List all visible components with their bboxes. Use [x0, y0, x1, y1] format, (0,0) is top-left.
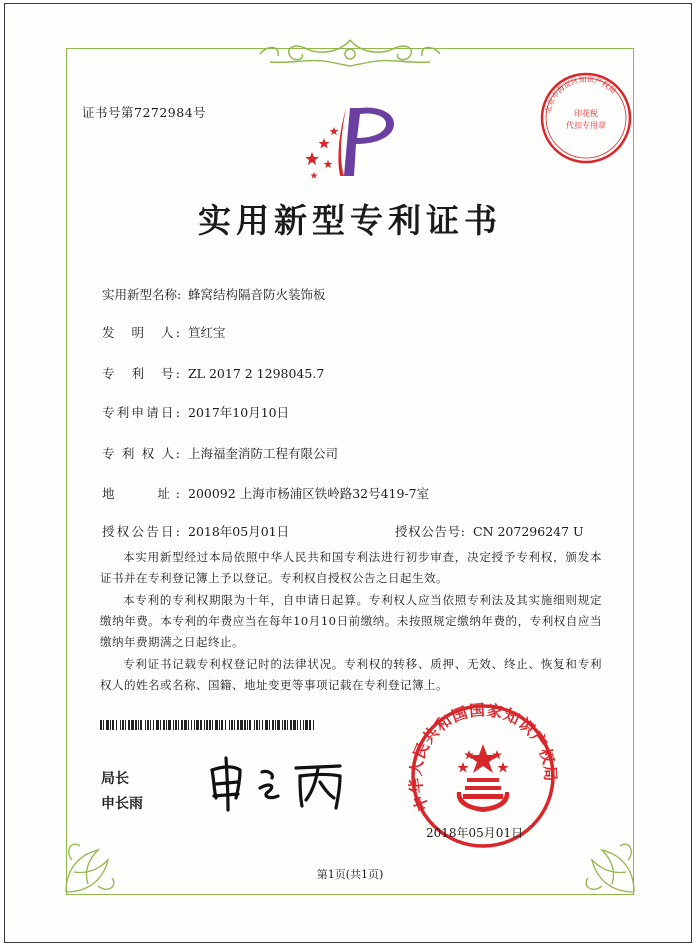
field-label: 专利申请日: [102, 405, 180, 420]
paragraph-2: 本专利的专利权期限为十年，自申请日起算。专利权人应当依照专利法及其实施细则规定缴纳年费。本专利的年费应当在每年10月10日前缴纳。未按照规定缴纳年费的，专利权自应当缴纳年费期满之日起终止。 [100, 593, 602, 649]
field-value: ZL 2017 2 1298045.7 [188, 366, 325, 381]
barcode-bar [103, 720, 104, 730]
field-label: 授权公告号: [395, 524, 465, 539]
barcode-bar [184, 720, 187, 730]
barcode-bar [254, 720, 255, 730]
field-label: 发 明 人: [102, 325, 180, 340]
top-ornament [250, 34, 450, 74]
barcode-bar [244, 720, 246, 730]
barcode-bar [204, 720, 205, 730]
barcode-bar [140, 720, 142, 730]
director-signature [200, 752, 360, 814]
barcode-bar [309, 720, 311, 730]
field-inventor [102, 323, 226, 341]
barcode-bar [188, 720, 189, 730]
barcode-bar [163, 720, 165, 730]
barcode-bar [138, 720, 139, 730]
barcode-bar [282, 720, 283, 730]
barcode-bar [196, 720, 199, 730]
bottom-right-ornament [562, 820, 642, 900]
field-application-date [102, 403, 289, 421]
field-value: CN 207296247 U [473, 524, 584, 539]
barcode-bar [110, 720, 111, 730]
field-value: 笪红宝 [188, 325, 226, 340]
barcode-bar [168, 720, 171, 730]
barcode-bar [290, 720, 292, 730]
tax-stamp [538, 70, 634, 166]
bottom-left-ornament [58, 820, 138, 900]
barcode-bar [209, 720, 211, 730]
field-patentee [102, 444, 338, 462]
barcode-bar [293, 720, 296, 730]
barcode-bar [229, 720, 230, 730]
barcode-bar [175, 720, 177, 730]
barcode-bar [277, 720, 280, 730]
field-label: 专 利 权 人: [102, 446, 180, 461]
field-value: 200092 上海市杨浦区铁岭路32号419-7室 [188, 486, 430, 501]
barcode-bar [275, 720, 276, 730]
barcode-bar [135, 720, 137, 730]
barcode-bar [160, 720, 161, 730]
barcode-bar [194, 720, 195, 730]
paragraph-3: 专利证书记载专利权登记时的法律状况。专利权的转移、质押、无效、终止、恢复和专利权人的姓名或名称、国籍、地址变更等事项记载在专利登记簿上。 [100, 657, 602, 692]
barcode-bar [313, 720, 314, 730]
barcode-bar [219, 720, 220, 730]
director-name: 申长雨 [101, 796, 143, 812]
barcode-bar [122, 720, 124, 730]
seal-date: 2018年05月01日 [426, 826, 524, 840]
barcode-bar [166, 720, 167, 730]
barcode-bar [221, 720, 223, 730]
field-value: 蜂窝结构隔音防火装饰板 [188, 287, 326, 302]
tax-stamp-ring-text: 北京市海淀区知识产权局 [543, 74, 618, 114]
tax-stamp-center-text-1: 印花税 [574, 109, 598, 118]
field-label: 实用新型名称: [102, 287, 182, 302]
field-grant-date [102, 522, 289, 540]
field-label: 专 利 号: [102, 366, 180, 381]
barcode-bar [147, 720, 149, 730]
barcode-bar [225, 720, 226, 730]
certificate-title: 实用新型专利证书 [198, 201, 502, 240]
field-patent-number [102, 364, 324, 382]
barcode-bar [300, 720, 301, 730]
barcode-bar [200, 720, 202, 730]
barcode-bar [259, 720, 260, 730]
barcode-bar [272, 720, 274, 730]
field-value: 2017年10月10日 [188, 405, 290, 420]
barcode-bar [269, 720, 270, 730]
barcode-bar [153, 720, 154, 730]
barcode-bar [156, 720, 159, 730]
barcode-bar [262, 720, 263, 730]
barcode-bar [112, 720, 114, 730]
barcode-bar [206, 720, 208, 730]
field-value: 2018年05月01日 [188, 524, 290, 539]
barcode-bar [178, 720, 179, 730]
certificate-number: 证书号第7272984号 [82, 105, 207, 120]
tax-stamp-center-text-2: 代扣专用章 [566, 121, 606, 130]
barcode-bar [284, 720, 286, 730]
field-utility-model-name [102, 285, 326, 303]
barcode-bar [128, 720, 130, 730]
barcode-bar [240, 720, 243, 730]
page-footer: 第1页(共1页) [316, 868, 384, 881]
barcode-bar [145, 720, 146, 730]
barcode-bar [297, 720, 298, 730]
barcode-bar [120, 720, 121, 730]
field-value: 上海福奎消防工程有限公司 [188, 446, 339, 461]
director-title: 局长 [101, 771, 129, 787]
patent-office-logo [300, 100, 405, 180]
field-address [102, 484, 429, 502]
field-label: 授权公告日: [102, 524, 180, 539]
barcode-bar [181, 720, 183, 730]
barcode-bar [231, 720, 233, 730]
barcode-bar [125, 720, 126, 730]
barcode-bar [256, 720, 258, 730]
barcode [100, 720, 315, 730]
field-label: 地 址: [102, 486, 180, 501]
barcode-bar [249, 720, 251, 730]
barcode-bar [116, 720, 117, 730]
barcode-bar [287, 720, 288, 730]
barcode-bar [150, 720, 151, 730]
seal-ring-text: 中华人民共和国国家知识产权局 [406, 701, 560, 814]
barcode-bar [173, 720, 174, 730]
barcode-bar [265, 720, 268, 730]
barcode-bar [305, 720, 308, 730]
field-announcement-number [395, 522, 584, 540]
barcode-bar [237, 720, 239, 730]
barcode-bar [247, 720, 248, 730]
barcode-bar [234, 720, 235, 730]
barcode-bar [106, 720, 109, 730]
paragraph-1: 本实用新型经过本局依照中华人民共和国专利法进行初步审查，决定授予专利权，颁发本证书并在专利登记簿上予以登记。专利权自授权公告之日起生效。 [100, 550, 602, 585]
barcode-bar [131, 720, 134, 730]
barcode-bar [303, 720, 304, 730]
barcode-bar [212, 720, 213, 730]
barcode-bar [191, 720, 192, 730]
barcode-bar [100, 720, 102, 730]
barcode-bar [215, 720, 218, 730]
